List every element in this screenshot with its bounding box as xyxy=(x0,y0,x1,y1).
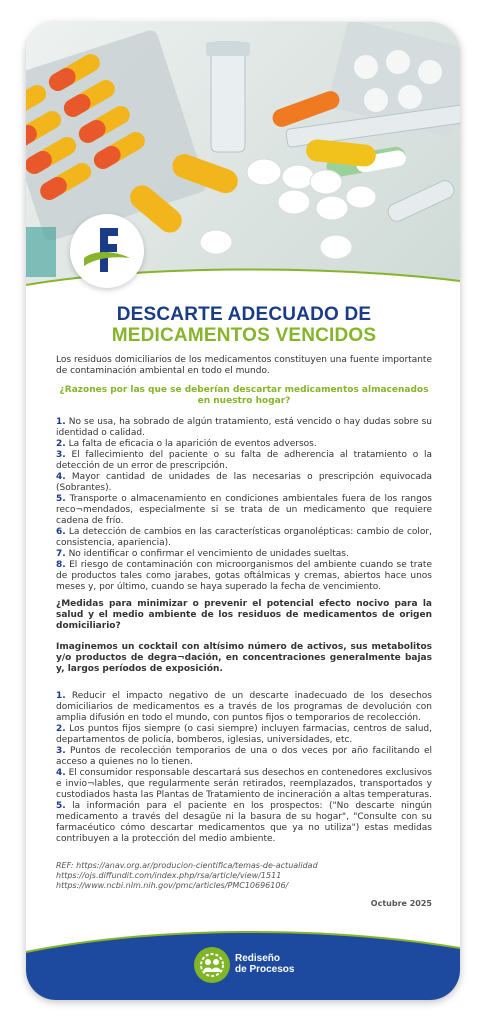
reasons-list xyxy=(56,417,432,593)
list-item: 3. Puntos de recolección temporarios de una o dos veces por año facilitando el acceso a quienes no lo tienen. xyxy=(56,746,432,767)
list-item: 2. Los puntos fijos siempre (o casi siempre) incluyen farmacias, centros de salud, departamentos de policía, bomberos, iglesias, universidades, etc. xyxy=(56,724,432,745)
list-item: 7. No identificar o confirmar el vencimiento de unidades sueltas. xyxy=(56,549,349,559)
list-item: 8. El riesgo de contaminación con microorganismos del ambiente cuando se trate de productos tales como jarabes, gotas oftálmicas y cremas, abiertos hace unos meses y, por último, cuando se haya superado la fecha de vencimiento. xyxy=(56,560,432,592)
list-item: 4. Mayor cantidad de unidades de las necesarias o prescripción equivocada (Sobrantes). xyxy=(56,472,432,493)
flyer-card xyxy=(26,22,460,1000)
list-item: 5. la información para el paciente en los prospectos: ("No descarte ningún medicamento a través del desagüe ni la basura de su hogar", "Consulte con su farmacéutico cómo descartar medicamentos que ya no utiliza") estas medidas contribuyen a la protección del medio ambiente. xyxy=(56,801,432,844)
reference-line[interactable]: https://www.ncbi.nlm.nih.gov/pmc/articles/PMC10696106/ xyxy=(56,881,289,890)
list-item: 4. El consumidor responsable descartará sus desechos en contenedores exclusivos e invio¬lables, que regularmente serán retirados, reemplazados, transportados y custodiados hasta las Plantas de Tratamiento de incineración a altas temperaturas. xyxy=(56,768,432,800)
question-reasons: ¿Razones por las que se deberían descartar medicamentos almacenados en nuestro hogar? xyxy=(59,385,429,406)
reference-line[interactable]: https://ojs.diffundit.com/index.php/rsa/article/view/1511 xyxy=(56,871,282,880)
f-logo-icon xyxy=(70,214,144,288)
people-gear-icon xyxy=(194,947,230,983)
publication-date: Octubre 2025 xyxy=(370,899,432,908)
reference-line[interactable]: REF: https://anav.org.ar/producion-cientifica/temas-de-actualidad xyxy=(56,861,318,870)
page-title-line2: MEDICAMENTOS VENCIDOS xyxy=(111,325,377,346)
list-item: 3. El fallecimiento del paciente o su falta de adherencia al tratamiento o la detección de un error de prescripción. xyxy=(56,450,432,471)
list-item: 1. Reducir el impacto negativo de un descarte inadecuado de los desechos domiciliarios de medicamentos es a través de los programas de devolución con amplia difusión en todo el mundo, con puntos fijos o temporarios de recolección. xyxy=(56,691,432,723)
cocktail-paragraph: Imaginemos un cocktail con altísimo número de activos, sus metabolitos y/o productos de degra¬dación, en concentraciones generalmente bajas y, largos períodos de exposición. xyxy=(56,642,432,674)
list-item: 5. Transporte o almacenamiento en condiciones ambientales fuera de los rangos reco¬mendados, especialmente si se trata de un medicamento que requiere cadena de frío. xyxy=(56,494,432,526)
page-title-line1: DESCARTE ADECUADO DE xyxy=(116,304,372,325)
footer-brand: Rediseño de Procesos xyxy=(235,953,295,975)
list-item: 2. La falta de eficacia o la aparición de eventos adversos. xyxy=(56,439,317,449)
references xyxy=(56,861,432,891)
intro-paragraph: Los residuos domiciliarios de los medicamentos constituyen una fuente importante de contaminación ambiental en todo el mundo. xyxy=(56,355,432,376)
list-item: 6. La detección de cambios en las características organolépticas: cambio de color, consistencia, apariencia). xyxy=(56,527,432,548)
question-measures: ¿Medidas para minimizar o prevenir el potencial efecto nocivo para la salud y el medio ambiente de los residuos de medicamentos de origen domiciliario? xyxy=(56,599,432,631)
list-item: 1. No se usa, ha sobrado de algún tratamiento, está vencido o hay dudas sobre su identidad o calidad. xyxy=(56,417,432,438)
content-area xyxy=(56,304,432,908)
measures-list xyxy=(56,691,432,845)
